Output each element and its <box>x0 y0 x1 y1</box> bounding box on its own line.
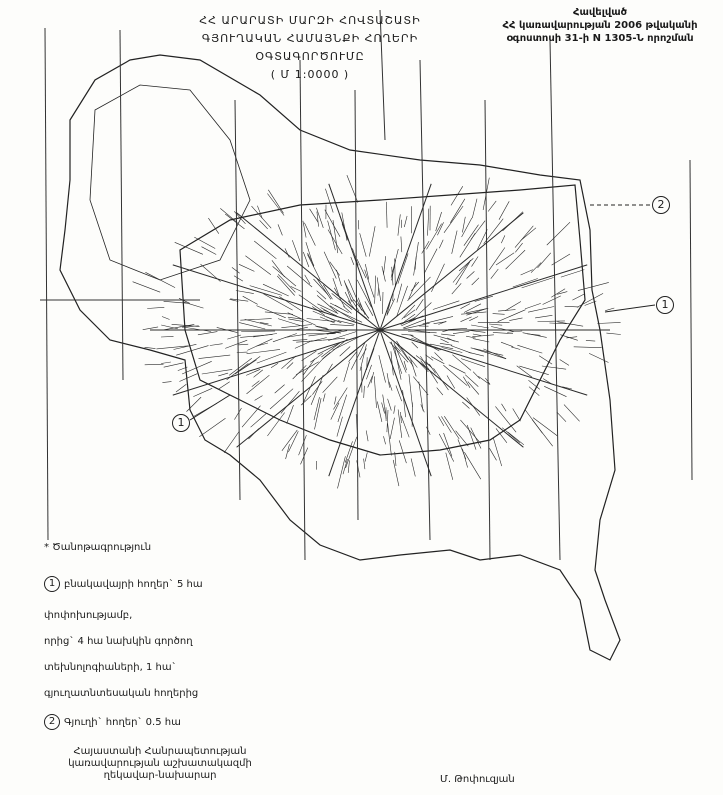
parcel-line <box>471 325 489 328</box>
parcel-line <box>379 355 386 382</box>
parcel-line <box>461 359 485 367</box>
parcel-line <box>456 262 470 285</box>
parcel-line <box>434 368 449 390</box>
parcel-line <box>369 226 375 256</box>
parcel-line <box>161 362 171 364</box>
parcel-line <box>489 448 496 460</box>
parcel-line <box>452 231 457 254</box>
parcel-line <box>453 331 469 333</box>
approval-line-3: օգոստոսի 31-ի N 1305-Ն որոշման <box>506 33 694 44</box>
parcel-line <box>434 322 447 324</box>
parcel-line <box>515 226 533 248</box>
parcel-line <box>199 355 231 359</box>
parcel-line <box>257 206 262 219</box>
parcel-line <box>365 452 367 461</box>
parcel-line <box>472 278 479 285</box>
parcel-line <box>565 306 579 307</box>
title-line-3: ՕԳՏԱԳՈՐԾՈՒՄԸ <box>255 50 365 63</box>
parcel-line <box>147 307 164 308</box>
parcel-line <box>589 353 608 362</box>
parcel-line <box>316 327 330 330</box>
parcel-line <box>161 336 174 337</box>
parcel-line <box>411 282 419 291</box>
signatory-line-1: Հայաստանի Հանրապետության <box>73 746 247 757</box>
parcel-line <box>143 327 158 330</box>
parcel-line <box>532 420 553 447</box>
parcel-line <box>547 222 570 245</box>
parcel-line <box>183 302 204 308</box>
parcel-line <box>287 405 294 424</box>
parcel-line <box>397 284 402 303</box>
parcel-line <box>398 254 408 284</box>
parcel-line <box>260 220 268 229</box>
parcel-line <box>439 240 443 249</box>
parcel-line <box>505 302 521 311</box>
parcel-line <box>238 344 248 345</box>
parcel-line <box>441 334 455 336</box>
parcel-line <box>501 235 505 243</box>
parcel-line <box>489 248 505 271</box>
parcel-line <box>330 324 354 325</box>
parcel-line <box>493 438 501 466</box>
parcel-line <box>236 291 254 294</box>
signatory-line-2: կառավարության աշխատակազմի <box>68 758 252 769</box>
parcel-line <box>342 213 347 241</box>
parcel-line <box>234 276 243 281</box>
parcel-line <box>444 206 463 233</box>
parcel-line <box>317 278 331 299</box>
parcel-line <box>257 352 287 363</box>
parcel-line <box>462 402 469 409</box>
parcel-line <box>344 362 350 382</box>
parcel-line <box>267 413 284 437</box>
parcel-line <box>293 340 308 341</box>
parcel-line <box>316 353 323 359</box>
parcel-line <box>255 396 263 401</box>
parcel-line <box>572 294 584 300</box>
map-title <box>170 12 450 84</box>
parcel-line <box>346 437 357 468</box>
parcel-line <box>511 347 520 350</box>
parcel-line <box>586 340 595 341</box>
parcel-line <box>386 202 387 228</box>
parcel-line <box>501 342 513 347</box>
parcel-line <box>473 372 480 379</box>
parcel-line <box>467 271 475 278</box>
parcel-line <box>564 405 580 422</box>
parcel-line <box>243 296 258 304</box>
parcel-line <box>557 412 566 422</box>
parcel-line <box>531 263 541 273</box>
parcel-line <box>349 352 357 362</box>
parcel-line <box>384 256 386 274</box>
parcel-line <box>254 241 276 259</box>
parcel-line <box>288 431 298 452</box>
parcel-line <box>606 333 620 334</box>
parcel-line <box>310 209 318 222</box>
parcel-line <box>447 338 454 342</box>
parcel-line <box>394 405 395 413</box>
parcel-line <box>502 404 507 411</box>
parcel-line <box>323 377 338 393</box>
parcel-line <box>401 416 409 438</box>
legend-item-1-line-3: որից` 4 հա նախկին գործող <box>44 636 193 647</box>
parcel-line <box>337 417 343 437</box>
callout-1-right: 1 <box>656 296 678 314</box>
parcel-line <box>179 374 197 382</box>
parcel-line <box>578 282 609 290</box>
approval-line-2: ՀՀ կառավարության 2006 թվականի <box>502 20 698 31</box>
parcel-line <box>162 382 171 383</box>
road-line <box>380 184 431 330</box>
parcel-line <box>347 175 358 203</box>
parcel-line <box>182 361 212 374</box>
parcel-line <box>297 327 308 329</box>
parcel-line <box>513 409 521 422</box>
parcel-line <box>331 403 339 420</box>
parcel-line <box>281 391 300 413</box>
parcel-line <box>456 431 469 447</box>
parcel-line <box>388 423 392 455</box>
parcel-line <box>210 344 223 346</box>
parcel-line <box>338 456 346 488</box>
legend-item-2: 2 Գյուղի` հողեր` 0.5 հա <box>44 714 181 730</box>
callout-2-right: 2 <box>652 196 674 214</box>
parcel-line <box>411 338 431 345</box>
parcel-line <box>377 402 382 422</box>
parcel-line <box>491 269 499 279</box>
road-line <box>380 330 523 447</box>
parcel-line <box>162 317 170 320</box>
parcel-line <box>229 358 252 375</box>
parcel-line <box>309 333 337 336</box>
parcel-line <box>391 249 398 278</box>
legend-item-1-line-5: գյուղատնտեսական հողերից <box>44 688 199 699</box>
parcel-line <box>521 228 536 241</box>
parcel-line <box>253 334 277 337</box>
parcel-line <box>387 410 388 432</box>
parcel-line <box>409 282 417 299</box>
parcel-line <box>462 449 467 468</box>
parcel-line <box>218 382 230 390</box>
parcel-line <box>252 381 260 387</box>
parcel-line <box>317 295 337 312</box>
parcel-line <box>360 233 367 257</box>
parcel-line <box>560 360 569 366</box>
parcel-line <box>413 377 428 395</box>
parcel-line <box>483 349 506 359</box>
parcel-line <box>163 324 194 330</box>
parcel-line <box>277 276 295 296</box>
parcel-line <box>364 386 365 398</box>
parcel-line <box>493 332 513 333</box>
parcel-line <box>493 314 505 315</box>
parcel-line <box>256 306 285 318</box>
parcel-line <box>388 399 392 411</box>
parcel-line <box>270 389 293 409</box>
parcel-line <box>234 408 241 420</box>
parcel-line <box>472 199 477 218</box>
parcel-line <box>528 307 554 313</box>
parcel-line <box>278 319 303 327</box>
parcel-line <box>396 386 402 402</box>
parcel-line <box>254 370 263 377</box>
signatory-name: Մ. Թոփուզյան <box>440 774 515 785</box>
parcel-line <box>401 237 402 253</box>
parcel-line <box>414 242 419 275</box>
parcel-line <box>365 301 373 315</box>
parcel-line <box>328 221 336 251</box>
parcel-line <box>382 266 386 281</box>
parcel-line <box>561 270 584 278</box>
parcel-line <box>247 349 280 353</box>
parcel-line <box>358 220 359 229</box>
parcel-line <box>427 224 442 250</box>
callout-1-left: 1 <box>172 414 194 432</box>
parcel-line <box>474 349 506 359</box>
parcel-line <box>468 330 486 332</box>
title-line-1: ՀՀ ԱՐԱՐԱՏԻ ՄԱՐԶԻ ՀՈՎՏԱՇԱՏԻ <box>199 14 421 27</box>
parcel-line <box>245 256 271 275</box>
parcel-line <box>574 347 602 348</box>
parcel-line <box>488 201 496 212</box>
parcel-line <box>411 458 415 476</box>
parcel-line <box>252 206 272 228</box>
parcel-line <box>538 253 551 268</box>
parcel-line <box>340 347 351 357</box>
parcel-line <box>334 396 336 404</box>
parcel-line <box>434 335 459 342</box>
parcel-line <box>452 283 461 294</box>
parcel-line <box>239 264 254 271</box>
parcel-line <box>383 395 387 419</box>
parcel-line <box>296 362 319 375</box>
parcel-line <box>275 385 285 394</box>
parcel-line <box>398 214 400 235</box>
parcel-line <box>426 427 430 435</box>
parcel-line <box>293 365 307 379</box>
parcel-line <box>557 322 583 326</box>
parcel-line <box>247 375 270 394</box>
parcel-line <box>218 373 228 376</box>
parcel-line <box>145 364 164 365</box>
parcel-line <box>247 339 272 351</box>
parcel-line <box>278 224 282 235</box>
parcel-line <box>467 425 476 450</box>
parcel-line <box>145 272 175 287</box>
parcel-line <box>345 283 354 302</box>
parcel-line <box>377 277 381 301</box>
parcel-line <box>424 249 437 274</box>
parcel-line <box>232 267 240 273</box>
parcel-line <box>472 257 479 267</box>
parcel-line <box>538 321 565 322</box>
parcel-line <box>464 225 479 246</box>
parcel-line <box>371 372 374 383</box>
parcel-line <box>433 301 459 310</box>
title-line-2: ԳՅՈՒՂԱԿԱՆ ՀԱՄԱՅՆՔԻ ՀՈՂԵՐԻ <box>201 32 419 45</box>
parcel-line <box>506 250 525 269</box>
parcel-line <box>412 342 418 348</box>
parcel-line <box>468 382 479 395</box>
parcel-line <box>345 292 351 303</box>
parcel-line <box>525 303 541 309</box>
parcel-line <box>342 224 348 240</box>
legend-item-1-line-4: տեխնոլոգիաների, 1 հա` <box>44 662 177 673</box>
parcel-line <box>597 322 620 323</box>
parcel-line <box>499 201 509 219</box>
parcel-line <box>164 363 184 367</box>
road-line <box>173 330 380 395</box>
parcel-line <box>515 243 522 252</box>
parcel-line <box>473 339 490 342</box>
parcel-line <box>437 388 443 396</box>
parcel-line <box>398 410 402 438</box>
parcel-line <box>440 343 452 345</box>
parcel-line <box>409 374 413 407</box>
parcel-line <box>392 267 393 286</box>
legend-header: * Ծանոթագրություն <box>44 542 152 553</box>
parcel-line <box>364 459 365 470</box>
parcel-line <box>292 240 300 261</box>
parcel-line <box>198 332 218 335</box>
parcel-line <box>465 375 478 387</box>
parcel-line <box>489 324 502 325</box>
parcel-line <box>317 291 326 299</box>
road-line <box>237 330 380 447</box>
parcel-line <box>397 341 414 367</box>
parcel-line <box>387 373 390 388</box>
parcel-line <box>447 376 455 389</box>
parcel-line <box>461 317 472 322</box>
parcel-line <box>446 453 453 480</box>
parcel-line <box>199 418 225 437</box>
parcel-line <box>399 440 406 463</box>
road-line <box>329 184 380 330</box>
parcel-line <box>145 347 156 348</box>
parcel-line <box>348 460 349 473</box>
parcel-line <box>365 270 374 298</box>
parcel-line <box>535 315 552 318</box>
parcel-line <box>311 375 323 405</box>
road-line <box>173 265 380 330</box>
parcel-line <box>133 282 161 293</box>
approval-note <box>500 6 700 45</box>
approval-line-1: Հավելված <box>572 7 628 18</box>
parcel-line <box>382 292 383 314</box>
parcel-line <box>451 186 463 205</box>
parcel-line <box>384 436 386 444</box>
parcel-line <box>366 431 368 442</box>
parcel-line <box>459 258 473 271</box>
parcel-line <box>194 237 215 248</box>
parcel-line <box>375 276 376 304</box>
parcel-line <box>282 430 297 451</box>
parcel-line <box>428 209 429 236</box>
parcel-line <box>161 325 178 329</box>
parcel-line <box>605 308 614 311</box>
parcel-line <box>404 216 407 227</box>
parcel-line <box>224 432 239 453</box>
parcel-line <box>439 417 444 426</box>
parcel-line <box>308 253 315 266</box>
parcel-line <box>522 278 554 288</box>
parcel-line <box>410 335 440 351</box>
parcel-line <box>287 266 312 287</box>
parcel-line <box>513 279 538 288</box>
parcel-line <box>408 277 431 301</box>
parcel-line <box>450 199 465 223</box>
signatory-title <box>60 746 260 782</box>
parcel-line <box>374 376 376 408</box>
parcel-line <box>403 390 406 417</box>
parcel-line <box>508 432 524 445</box>
parcel-line <box>351 257 354 265</box>
parcel-line <box>444 416 459 439</box>
parcel-line <box>523 333 547 338</box>
parcel-line <box>431 264 444 292</box>
parcel-line <box>533 418 557 436</box>
parcel-line <box>401 412 402 423</box>
parcel-line <box>440 339 448 343</box>
road-line <box>329 330 380 476</box>
parcel-line <box>517 345 542 353</box>
parcel-line <box>448 328 467 329</box>
parcel-line <box>509 318 522 321</box>
parcel-line <box>312 381 322 395</box>
community-boundary <box>60 55 620 660</box>
parcel-line <box>343 459 348 474</box>
parcel-line <box>193 388 212 396</box>
parcel-line <box>416 299 423 310</box>
parcel-line <box>473 334 481 336</box>
parcel-line <box>462 217 465 233</box>
parcel-line <box>227 335 241 339</box>
map-scale: ( Մ 1:0000 ) <box>270 68 350 81</box>
parcel-line <box>521 270 533 275</box>
parcel-line <box>491 327 514 332</box>
parcel-line <box>305 275 310 284</box>
parcel-line <box>330 262 340 276</box>
legend-item-1-line-2: փոփոխությամբ, <box>44 610 133 621</box>
road-line <box>380 213 523 330</box>
parcel-line <box>333 220 338 253</box>
parcel-line <box>242 406 261 428</box>
parcel-line <box>303 376 316 404</box>
signatory-line-3: ղեկավար-նախարար <box>103 770 217 781</box>
parcel-line <box>299 435 307 455</box>
parcel-line <box>507 331 522 332</box>
legend-item-1: 1 բնակավայրի հողեր` 5 հա <box>44 576 203 592</box>
parcel-line <box>325 210 340 237</box>
parcel-line <box>390 418 394 439</box>
parcel-line <box>267 194 284 216</box>
parcel-line <box>401 334 413 335</box>
parcel-line <box>323 394 325 402</box>
parcel-line <box>472 335 494 337</box>
parcel-line <box>310 358 317 362</box>
parcel-line <box>324 252 336 279</box>
